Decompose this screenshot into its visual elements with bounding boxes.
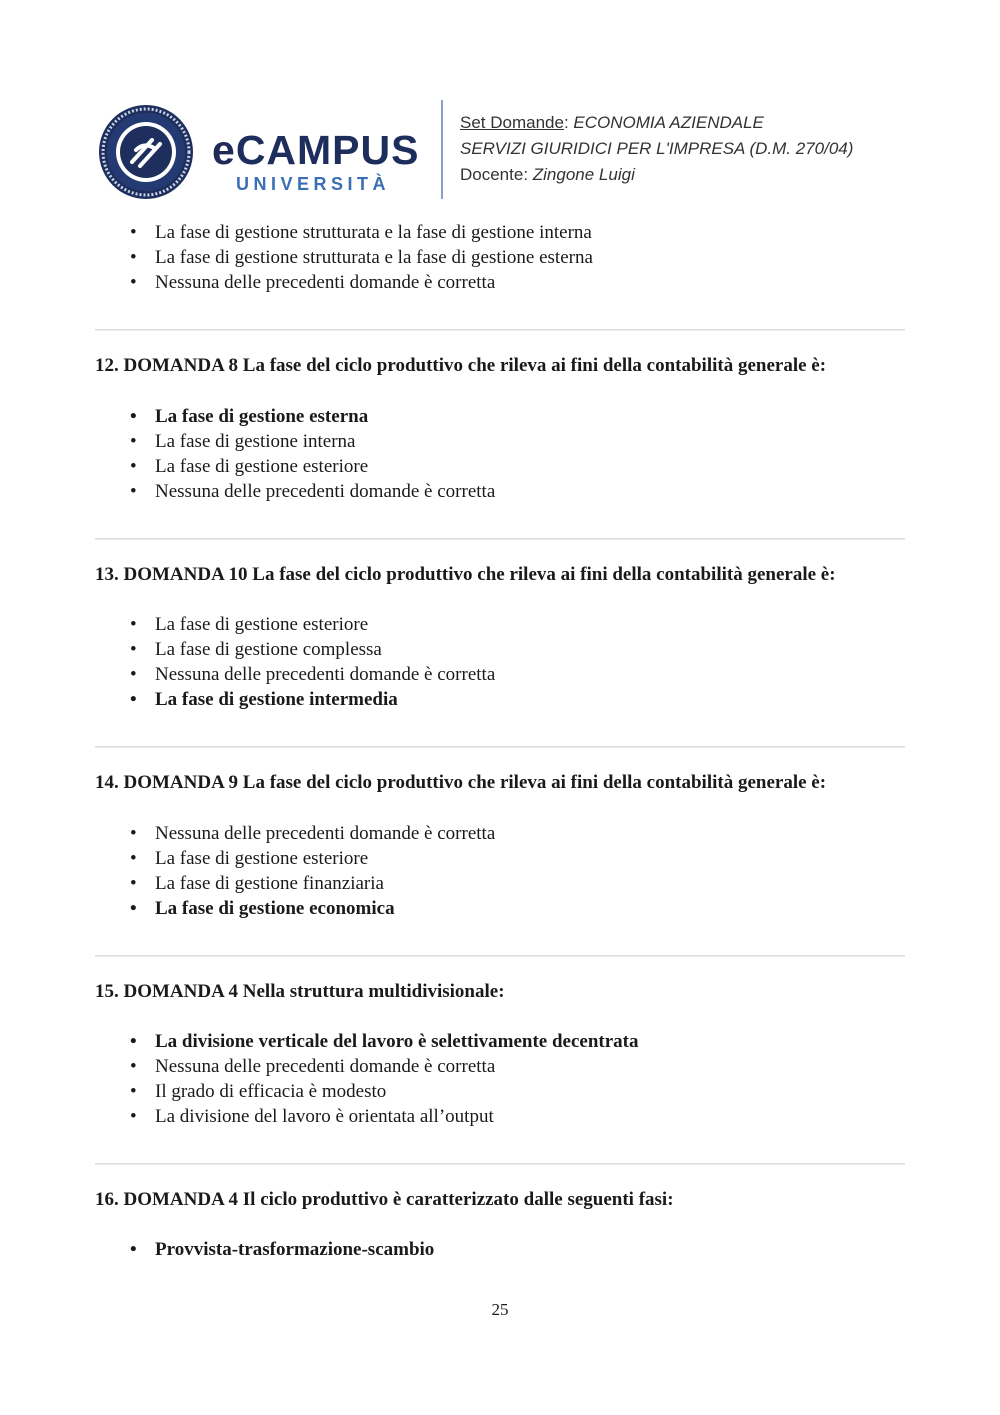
question-title: 14. DOMANDA 9 La fase del ciclo produttivo che rileva ai fini della contabilità generale è: [95, 772, 827, 793]
program-line: SERVIZI GIURIDICI PER L'IMPRESA (D.M. 270/04) [460, 139, 854, 158]
brand-name: eCAMPUS [212, 127, 420, 173]
answer-list [130, 612, 495, 712]
correct-answer: • La fase di gestione economica [130, 896, 495, 921]
separator [95, 538, 905, 540]
list-item: • La fase di gestione esteriore [130, 612, 495, 637]
separator [95, 746, 905, 748]
correct-answer: • La fase di gestione intermedia [130, 687, 495, 712]
list-item: • La fase di gestione esteriore [130, 454, 495, 479]
question-title: 13. DOMANDA 10 La fase del ciclo produttivo che rileva ai fini della contabilità generale è: [95, 564, 836, 585]
list-item: • Nessuna delle precedenti domande è corretta [130, 662, 495, 687]
page-number: 25 [491, 1300, 509, 1319]
docente-line: Docente: Zingone Luigi [460, 165, 635, 184]
question-title: 16. DOMANDA 4 Il ciclo produttivo è caratterizzato dalle seguenti fasi: [95, 1189, 674, 1210]
separator [95, 955, 905, 957]
list-item: • Nessuna delle precedenti domande è corretta [130, 479, 495, 504]
correct-answer: • La divisione verticale del lavoro è selettivamente decentrata [130, 1029, 639, 1054]
answer-list [130, 1237, 434, 1262]
list-item: • Nessuna delle precedenti domande è corretta [130, 270, 593, 295]
list-item: • La divisione del lavoro è orientata all’output [130, 1104, 639, 1129]
correct-answer: • La fase di gestione esterna [130, 404, 495, 429]
question-title: 15. DOMANDA 4 Nella struttura multidivisionale: [95, 981, 505, 1002]
course-info [460, 110, 853, 188]
list-item: • La fase di gestione strutturata e la fase di gestione esterna [130, 245, 593, 270]
list-item: • La fase di gestione finanziaria [130, 871, 495, 896]
brand-subtitle: UNIVERSITÀ [236, 174, 391, 194]
list-item: • Nessuna delle precedenti domande è corretta [130, 1054, 639, 1079]
header-divider [441, 100, 443, 199]
list-item: • La fase di gestione esteriore [130, 846, 495, 871]
answer-list [130, 220, 593, 295]
page-header [98, 100, 898, 200]
list-item: • La fase di gestione interna [130, 429, 495, 454]
list-item: • La fase di gestione complessa [130, 637, 495, 662]
list-item: • Nessuna delle precedenti domande è corretta [130, 821, 495, 846]
question-title: 12. DOMANDA 8 La fase del ciclo produttivo che rileva ai fini della contabilità generale è: [95, 355, 827, 376]
answer-list [130, 821, 495, 921]
answer-list [130, 1029, 639, 1129]
correct-answer: • Provvista-trasformazione-scambio [130, 1237, 434, 1262]
separator [95, 1163, 905, 1165]
list-item: • La fase di gestione strutturata e la fase di gestione interna [130, 220, 593, 245]
separator [95, 329, 905, 331]
list-item: • Il grado di efficacia è modesto [130, 1079, 639, 1104]
brand-wordmark [212, 128, 420, 195]
university-seal-logo [98, 104, 194, 200]
answer-list [130, 404, 495, 504]
set-line: Set Domande: ECONOMIA AZIENDALE [460, 113, 764, 132]
